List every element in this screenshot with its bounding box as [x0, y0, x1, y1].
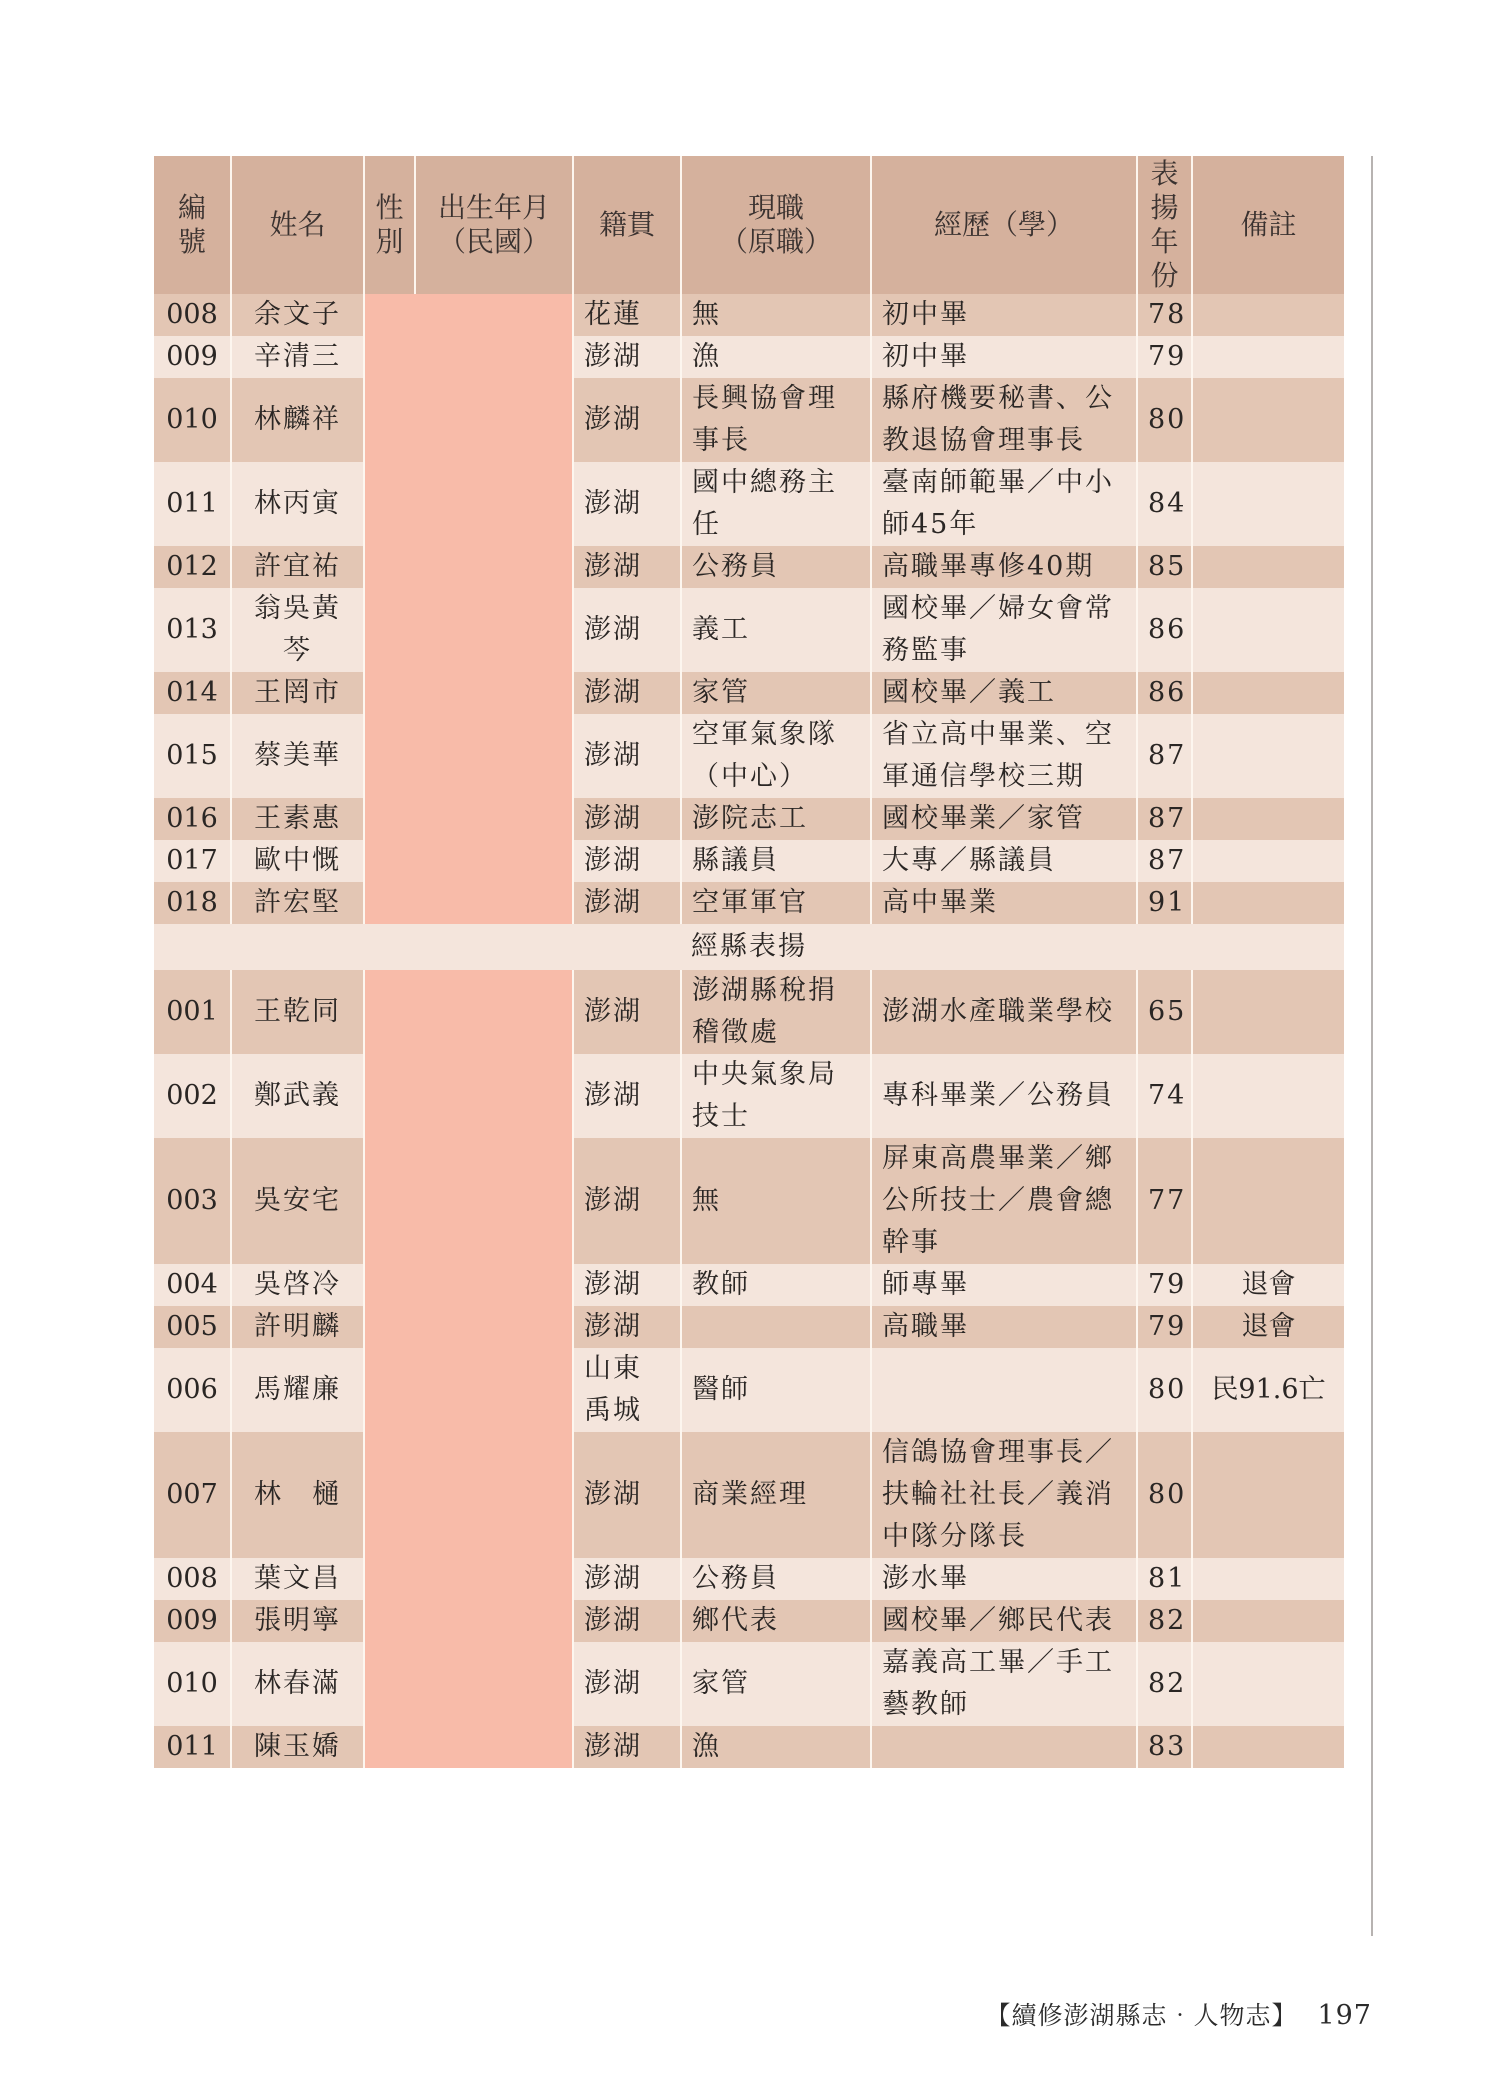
cell-job: 長興協會理事長 [681, 378, 871, 462]
cell-number: 002 [154, 1054, 231, 1138]
cell-name: 吳安宅 [231, 1138, 364, 1264]
book-title: 【續修澎湖縣志‧人物志】 [985, 2001, 1298, 2030]
cell-experience [871, 1348, 1137, 1432]
cell-year: 80 [1137, 378, 1192, 462]
cell-year: 78 [1137, 294, 1192, 336]
header-gender: 性 別 [364, 156, 415, 294]
cell-experience: 屏東高農畢業／鄉公所技士／農會總幹事 [871, 1138, 1137, 1264]
cell-job: 家管 [681, 1642, 871, 1726]
cell-note [1192, 1558, 1344, 1600]
cell-note [1192, 336, 1344, 378]
cell-name: 吳啓冷 [231, 1264, 364, 1306]
table-row [154, 798, 1344, 840]
table-row [154, 1306, 1344, 1348]
cell-number: 010 [154, 378, 231, 462]
cell-origin: 澎湖 [573, 882, 681, 924]
cell-experience [871, 1726, 1137, 1768]
cell-job: 醫師 [681, 1348, 871, 1432]
cell-year: 77 [1137, 1138, 1192, 1264]
cell-note [1192, 462, 1344, 546]
cell-number: 008 [154, 294, 231, 336]
table-row [154, 1054, 1344, 1138]
header-name: 姓名 [231, 156, 364, 294]
cell-note [1192, 1432, 1344, 1558]
cell-year: 85 [1137, 546, 1192, 588]
cell-year: 74 [1137, 1054, 1192, 1138]
cell-note: 退會 [1192, 1264, 1344, 1306]
cell-job: 國中總務主任 [681, 462, 871, 546]
cell-note [1192, 378, 1344, 462]
cell-experience: 高職畢專修40期 [871, 546, 1137, 588]
cell-note [1192, 1600, 1344, 1642]
cell-year: 82 [1137, 1600, 1192, 1642]
cell-origin: 澎湖 [573, 1306, 681, 1348]
cell-name: 蔡美華 [231, 714, 364, 798]
cell-experience: 國校畢業／家管 [871, 798, 1137, 840]
cell-job: 縣議員 [681, 840, 871, 882]
cell-note [1192, 714, 1344, 798]
cell-year: 79 [1137, 1264, 1192, 1306]
cell-name: 王素惠 [231, 798, 364, 840]
cell-number: 015 [154, 714, 231, 798]
cell-note [1192, 1642, 1344, 1726]
cell-note [1192, 1054, 1344, 1138]
cell-experience: 初中畢 [871, 336, 1137, 378]
cell-year: 80 [1137, 1432, 1192, 1558]
cell-experience: 縣府機要秘書、公教退協會理事長 [871, 378, 1137, 462]
cell-origin: 澎湖 [573, 840, 681, 882]
cell-number: 014 [154, 672, 231, 714]
cell-name: 林春滿 [231, 1642, 364, 1726]
cell-job [681, 1306, 871, 1348]
cell-number: 007 [154, 1432, 231, 1558]
cell-job: 漁 [681, 336, 871, 378]
cell-note [1192, 840, 1344, 882]
cell-origin: 澎湖 [573, 588, 681, 672]
cell-number: 006 [154, 1348, 231, 1432]
cell-name: 王乾同 [231, 970, 364, 1054]
cell-origin: 澎湖 [573, 1642, 681, 1726]
cell-job: 無 [681, 294, 871, 336]
header-experience: 經歷（學） [871, 156, 1137, 294]
page-number: 197 [1317, 2000, 1372, 2031]
cell-year: 86 [1137, 672, 1192, 714]
cell-origin: 澎湖 [573, 1558, 681, 1600]
cell-experience: 臺南師範畢／中小師45年 [871, 462, 1137, 546]
cell-name: 辛清三 [231, 336, 364, 378]
cell-number: 009 [154, 336, 231, 378]
cell-year: 87 [1137, 840, 1192, 882]
cell-name: 許明麟 [231, 1306, 364, 1348]
cell-number: 017 [154, 840, 231, 882]
header-birth: 出生年月 （民國） [415, 156, 573, 294]
cell-job: 無 [681, 1138, 871, 1264]
table-row [154, 546, 1344, 588]
cell-number: 010 [154, 1642, 231, 1726]
table-row [154, 1600, 1344, 1642]
cell-name: 許宏堅 [231, 882, 364, 924]
cell-year: 79 [1137, 1306, 1192, 1348]
cell-number: 008 [154, 1558, 231, 1600]
cell-name: 鄭武義 [231, 1054, 364, 1138]
cell-origin: 澎湖 [573, 462, 681, 546]
table-row [154, 1264, 1344, 1306]
cell-origin: 澎湖 [573, 546, 681, 588]
header-note: 備註 [1192, 156, 1344, 294]
cell-origin: 澎湖 [573, 672, 681, 714]
cell-origin: 澎湖 [573, 1264, 681, 1306]
cell-job: 中央氣象局技士 [681, 1054, 871, 1138]
cell-name: 歐中慨 [231, 840, 364, 882]
cell-number: 016 [154, 798, 231, 840]
cell-name: 陳玉嬌 [231, 1726, 364, 1768]
cell-experience: 國校畢／義工 [871, 672, 1137, 714]
cell-origin: 澎湖 [573, 1138, 681, 1264]
cell-note [1192, 672, 1344, 714]
cell-name: 葉文昌 [231, 1558, 364, 1600]
table-body [154, 294, 1344, 1768]
cell-job: 鄉代表 [681, 1600, 871, 1642]
page-margin-rule [1371, 156, 1373, 1936]
cell-note: 退會 [1192, 1306, 1344, 1348]
cell-experience: 嘉義高工畢／手工藝教師 [871, 1642, 1137, 1726]
table-row [154, 970, 1344, 1054]
cell-year: 80 [1137, 1348, 1192, 1432]
cell-note [1192, 588, 1344, 672]
cell-number: 005 [154, 1306, 231, 1348]
cell-year: 82 [1137, 1642, 1192, 1726]
cell-name: 張明寧 [231, 1600, 364, 1642]
cell-year: 84 [1137, 462, 1192, 546]
cell-experience: 初中畢 [871, 294, 1137, 336]
cell-experience: 信鴿協會理事長／扶輪社社長／義消中隊分隊長 [871, 1432, 1137, 1558]
cell-origin: 澎湖 [573, 714, 681, 798]
header-year: 表 揚 年 份 [1137, 156, 1192, 294]
cell-number: 001 [154, 970, 231, 1054]
cell-experience: 澎湖水產職業學校 [871, 970, 1137, 1054]
table-row [154, 1432, 1344, 1558]
cell-origin: 花蓮 [573, 294, 681, 336]
header-no: 編 號 [154, 156, 231, 294]
cell-experience: 國校畢／婦女會常務監事 [871, 588, 1137, 672]
table-row [154, 714, 1344, 798]
cell-year: 87 [1137, 798, 1192, 840]
cell-number: 011 [154, 1726, 231, 1768]
cell-job: 家管 [681, 672, 871, 714]
table-row [154, 1726, 1344, 1768]
cell-note [1192, 970, 1344, 1054]
cell-name: 林麟祥 [231, 378, 364, 462]
cell-origin: 澎湖 [573, 1054, 681, 1138]
table-row [154, 462, 1344, 546]
cell-number: 018 [154, 882, 231, 924]
cell-job: 公務員 [681, 546, 871, 588]
cell-experience: 省立高中畢業、空軍通信學校三期 [871, 714, 1137, 798]
section-label: 經縣表揚 [154, 924, 1344, 970]
cell-note [1192, 798, 1344, 840]
redacted-gender-birth-block [364, 294, 573, 924]
cell-job: 公務員 [681, 1558, 871, 1600]
cell-origin: 澎湖 [573, 1726, 681, 1768]
cell-number: 013 [154, 588, 231, 672]
cell-experience: 國校畢／鄉民代表 [871, 1600, 1137, 1642]
cell-origin: 澎湖 [573, 798, 681, 840]
cell-number: 004 [154, 1264, 231, 1306]
honoree-table [154, 156, 1344, 1768]
cell-origin: 山東禹城 [573, 1348, 681, 1432]
section-row [154, 924, 1344, 970]
table-row [154, 672, 1344, 714]
cell-note [1192, 1138, 1344, 1264]
cell-note [1192, 546, 1344, 588]
cell-job: 澎湖縣稅捐稽徵處 [681, 970, 871, 1054]
cell-number: 003 [154, 1138, 231, 1264]
cell-job: 澎院志工 [681, 798, 871, 840]
header-origin: 籍貫 [573, 156, 681, 294]
cell-name: 翁吳黃芩 [231, 588, 364, 672]
cell-year: 81 [1137, 1558, 1192, 1600]
table-row [154, 1558, 1344, 1600]
page-footer [985, 1996, 1372, 2032]
cell-year: 91 [1137, 882, 1192, 924]
table-row [154, 378, 1344, 462]
table-row [154, 882, 1344, 924]
cell-name: 馬耀廉 [231, 1348, 364, 1432]
roster-table-container [154, 156, 1344, 1768]
table-row [154, 1348, 1344, 1432]
cell-note [1192, 294, 1344, 336]
cell-origin: 澎湖 [573, 970, 681, 1054]
cell-name: 林丙寅 [231, 462, 364, 546]
cell-origin: 澎湖 [573, 336, 681, 378]
cell-job: 教師 [681, 1264, 871, 1306]
cell-number: 012 [154, 546, 231, 588]
header-job: 現職 （原職） [681, 156, 871, 294]
cell-number: 009 [154, 1600, 231, 1642]
cell-origin: 澎湖 [573, 1600, 681, 1642]
cell-job: 義工 [681, 588, 871, 672]
cell-job: 商業經理 [681, 1432, 871, 1558]
table-row [154, 1642, 1344, 1726]
table-row [154, 1138, 1344, 1264]
cell-experience: 大專／縣議員 [871, 840, 1137, 882]
cell-experience: 師專畢 [871, 1264, 1137, 1306]
cell-note [1192, 1726, 1344, 1768]
cell-origin: 澎湖 [573, 378, 681, 462]
cell-year: 87 [1137, 714, 1192, 798]
cell-year: 86 [1137, 588, 1192, 672]
cell-year: 79 [1137, 336, 1192, 378]
cell-name: 王罔市 [231, 672, 364, 714]
cell-name: 余文子 [231, 294, 364, 336]
cell-name: 林 樋 [231, 1432, 364, 1558]
cell-note [1192, 882, 1344, 924]
table-header-row [154, 156, 1344, 294]
table-row [154, 840, 1344, 882]
redacted-gender-birth-block [364, 970, 573, 1768]
cell-experience: 高職畢 [871, 1306, 1137, 1348]
cell-year: 65 [1137, 970, 1192, 1054]
table-row [154, 336, 1344, 378]
table-row [154, 294, 1344, 336]
cell-job: 空軍軍官 [681, 882, 871, 924]
cell-experience: 澎水畢 [871, 1558, 1137, 1600]
cell-name: 許宜祐 [231, 546, 364, 588]
cell-number: 011 [154, 462, 231, 546]
cell-job: 漁 [681, 1726, 871, 1768]
cell-note: 民91.6亡 [1192, 1348, 1344, 1432]
cell-year: 83 [1137, 1726, 1192, 1768]
cell-job: 空軍氣象隊（中心） [681, 714, 871, 798]
table-row [154, 588, 1344, 672]
cell-origin: 澎湖 [573, 1432, 681, 1558]
cell-experience: 高中畢業 [871, 882, 1137, 924]
cell-experience: 專科畢業／公務員 [871, 1054, 1137, 1138]
